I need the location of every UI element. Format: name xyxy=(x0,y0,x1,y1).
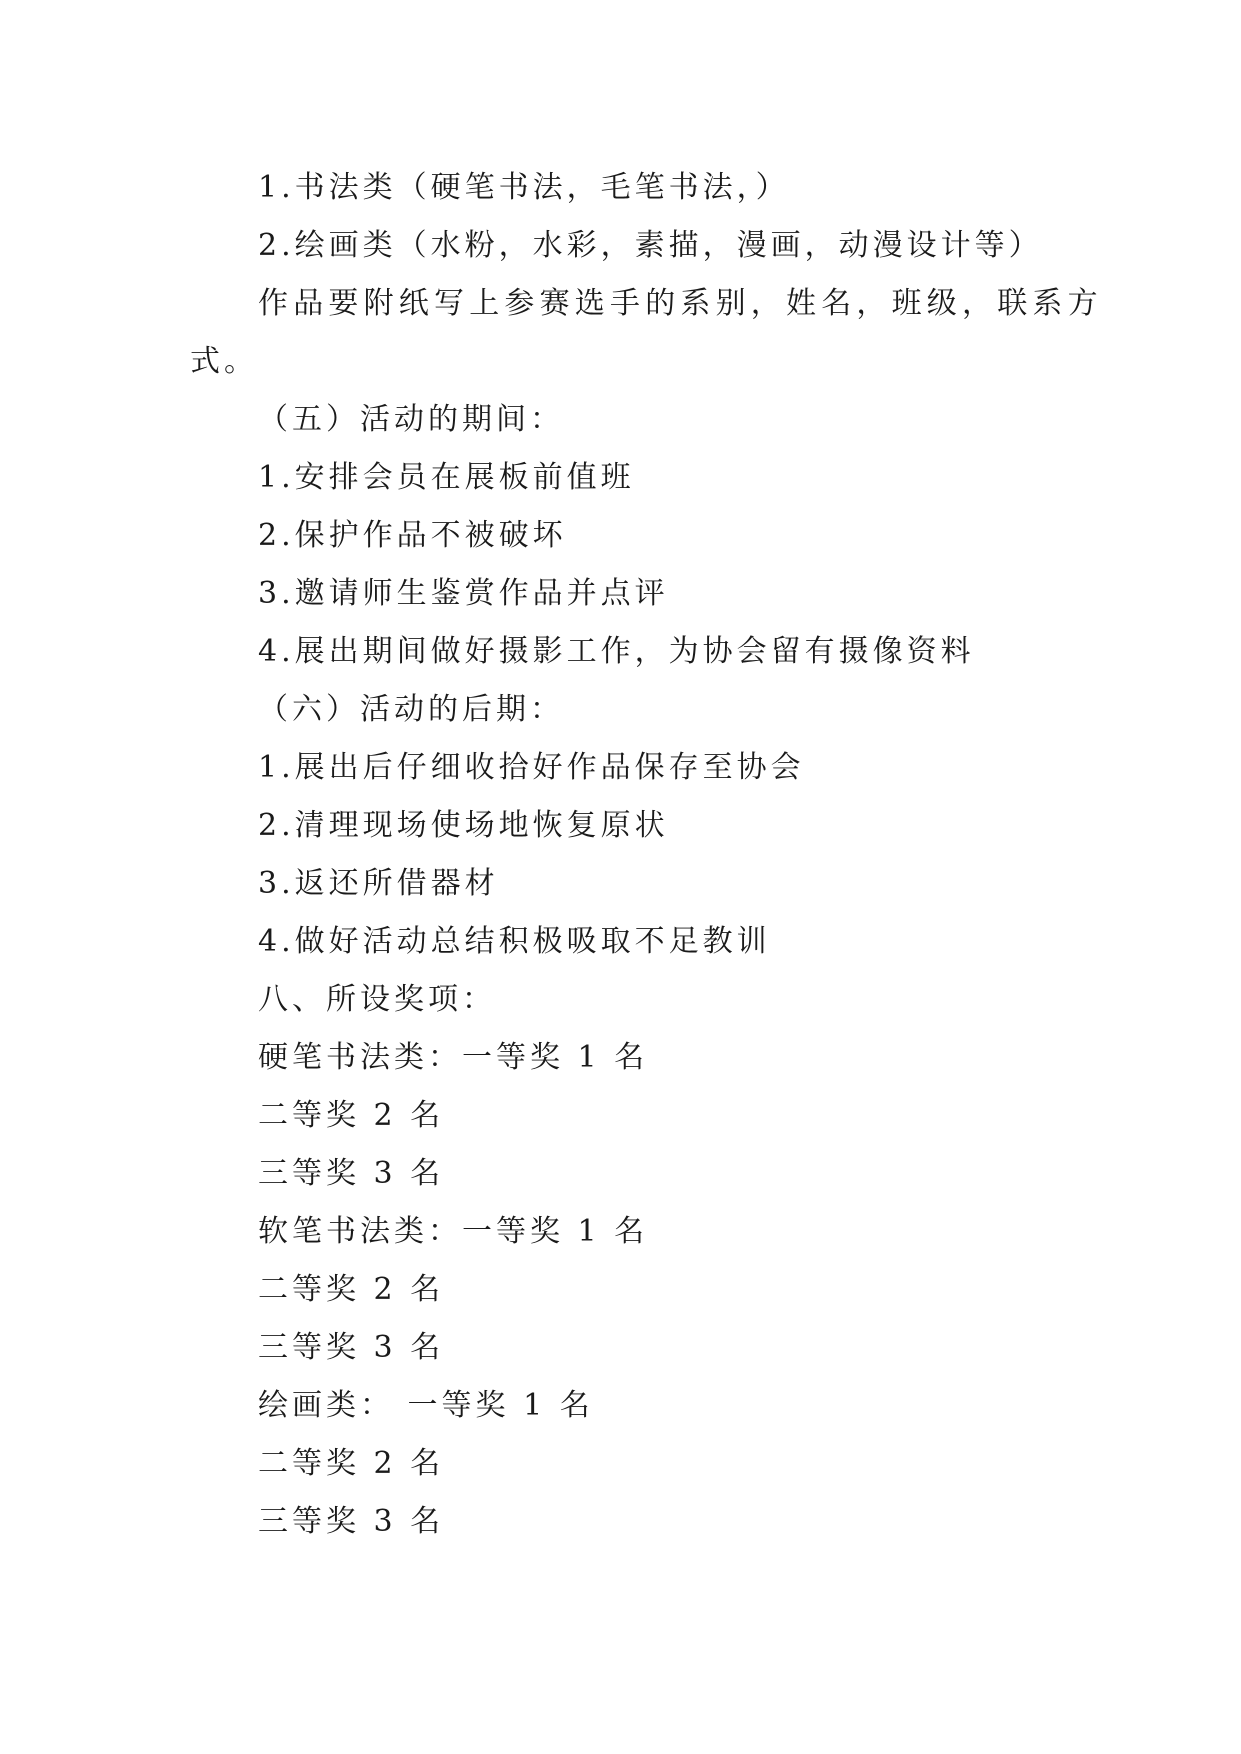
award-painting-third: 三等奖 3 名 xyxy=(258,1504,445,1539)
section-heading-post-event: （六）活动的后期： xyxy=(258,692,564,727)
award-brush-third: 三等奖 3 名 xyxy=(258,1330,445,1365)
award-brush-second: 二等奖 2 名 xyxy=(258,1272,445,1307)
list-item-post-1: 1.展出后仔细收拾好作品保存至协会 xyxy=(258,750,805,785)
list-item-painting: 2.绘画类（水粉，水彩，素描，漫画，动漫设计等） xyxy=(258,228,1043,263)
list-item-calligraphy: 1.书法类（硬笔书法，毛笔书法，） xyxy=(258,170,790,205)
list-item-during-4: 4.展出期间做好摄影工作，为协会留有摄像资料 xyxy=(258,634,975,669)
list-item-during-2: 2.保护作品不被破坏 xyxy=(258,518,567,553)
list-item-during-3: 3.邀请师生鉴赏作品并点评 xyxy=(258,576,669,611)
award-painting-second: 二等奖 2 名 xyxy=(258,1446,445,1481)
section-heading-during-event: （五）活动的期间： xyxy=(258,402,564,437)
paragraph-submission-note: 作品要附纸写上参赛选手的系别，姓名，班级，联系方 xyxy=(258,286,1103,321)
award-hard-pen-second: 二等奖 2 名 xyxy=(258,1098,445,1133)
award-hard-pen-first: 硬笔书法类：一等奖 1 名 xyxy=(258,1040,649,1075)
award-painting-first: 绘画类： 一等奖 1 名 xyxy=(258,1388,594,1423)
paragraph-submission-note-continued: 式。 xyxy=(190,344,258,379)
list-item-post-2: 2.清理现场使场地恢复原状 xyxy=(258,808,669,843)
award-hard-pen-third: 三等奖 3 名 xyxy=(258,1156,445,1191)
list-item-post-3: 3.返还所借器材 xyxy=(258,866,499,901)
section-heading-awards: 八、所设奖项： xyxy=(258,982,496,1017)
award-brush-first: 软笔书法类：一等奖 1 名 xyxy=(258,1214,649,1249)
list-item-during-1: 1.安排会员在展板前值班 xyxy=(258,460,635,495)
list-item-post-4: 4.做好活动总结积极吸取不足教训 xyxy=(258,924,771,959)
